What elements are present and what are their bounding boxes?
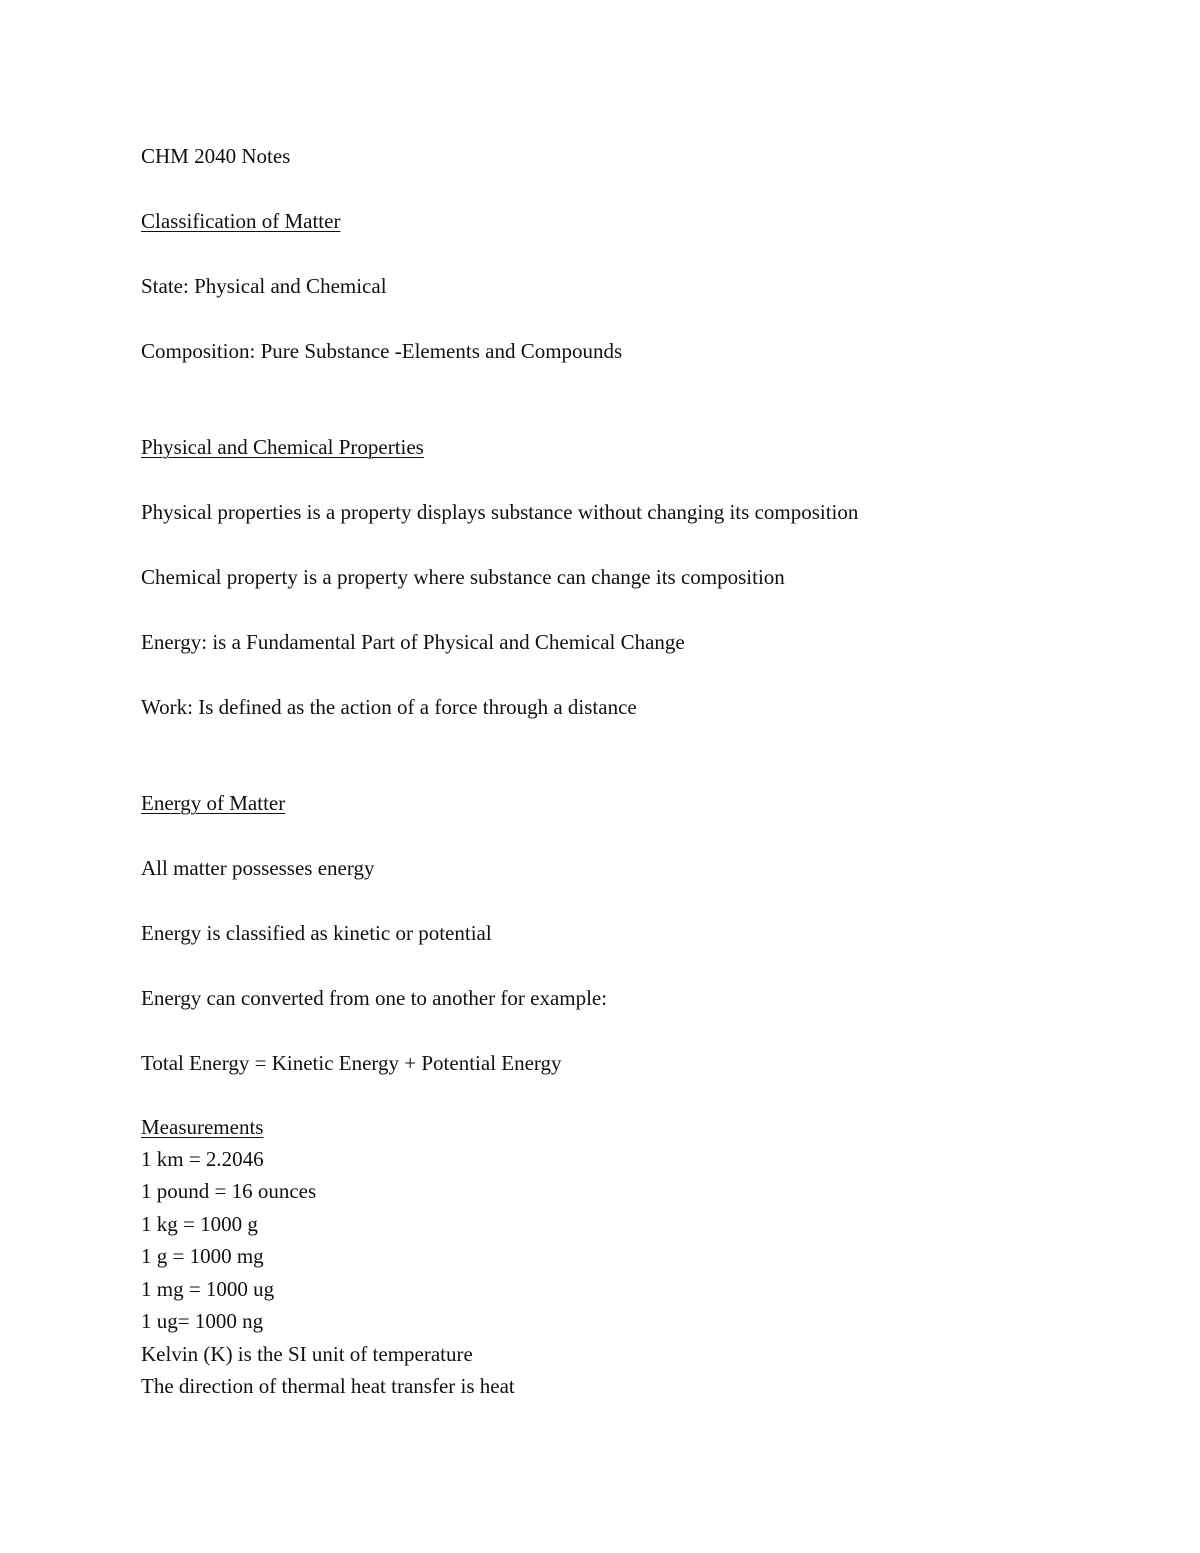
section-heading-properties: Physical and Chemical Properties <box>141 435 424 459</box>
text-line: 1 pound = 16 ounces <box>141 1179 317 1203</box>
text-line: State: Physical and Chemical <box>141 274 387 298</box>
text-line: 1 g = 1000 mg <box>141 1244 264 1268</box>
document-title: CHM 2040 Notes <box>141 144 291 168</box>
text-line: All matter possesses energy <box>141 856 375 880</box>
text-line: 1 mg = 1000 ug <box>141 1277 275 1301</box>
text-line: Work: Is defined as the action of a force through a distance <box>141 695 637 719</box>
section-heading-energy: Energy of Matter <box>141 791 286 815</box>
text-line: Chemical property is a property where substance can change its composition <box>141 565 785 589</box>
text-line: Total Energy = Kinetic Energy + Potential Energy <box>141 1051 562 1075</box>
text-line: 1 ug= 1000 ng <box>141 1309 264 1333</box>
text-line: 1 km = 2.2046 <box>141 1147 264 1171</box>
text-line: 1 kg = 1000 g <box>141 1212 258 1236</box>
text-line: Kelvin (K) is the SI unit of temperature <box>141 1342 473 1366</box>
section-heading-classification: Classification of Matter <box>141 209 341 233</box>
text-line: Energy can converted from one to another for example: <box>141 986 608 1010</box>
text-line: Energy: is a Fundamental Part of Physical and Chemical Change <box>141 630 685 654</box>
text-line: Composition: Pure Substance -Elements and Compounds <box>141 339 623 363</box>
text-line: Physical properties is a property displays substance without changing its composition <box>141 500 859 524</box>
text-line: Energy is classified as kinetic or potential <box>141 921 492 945</box>
text-line: The direction of thermal heat transfer is heat <box>141 1374 515 1398</box>
section-heading-measurements: Measurements <box>141 1115 264 1139</box>
